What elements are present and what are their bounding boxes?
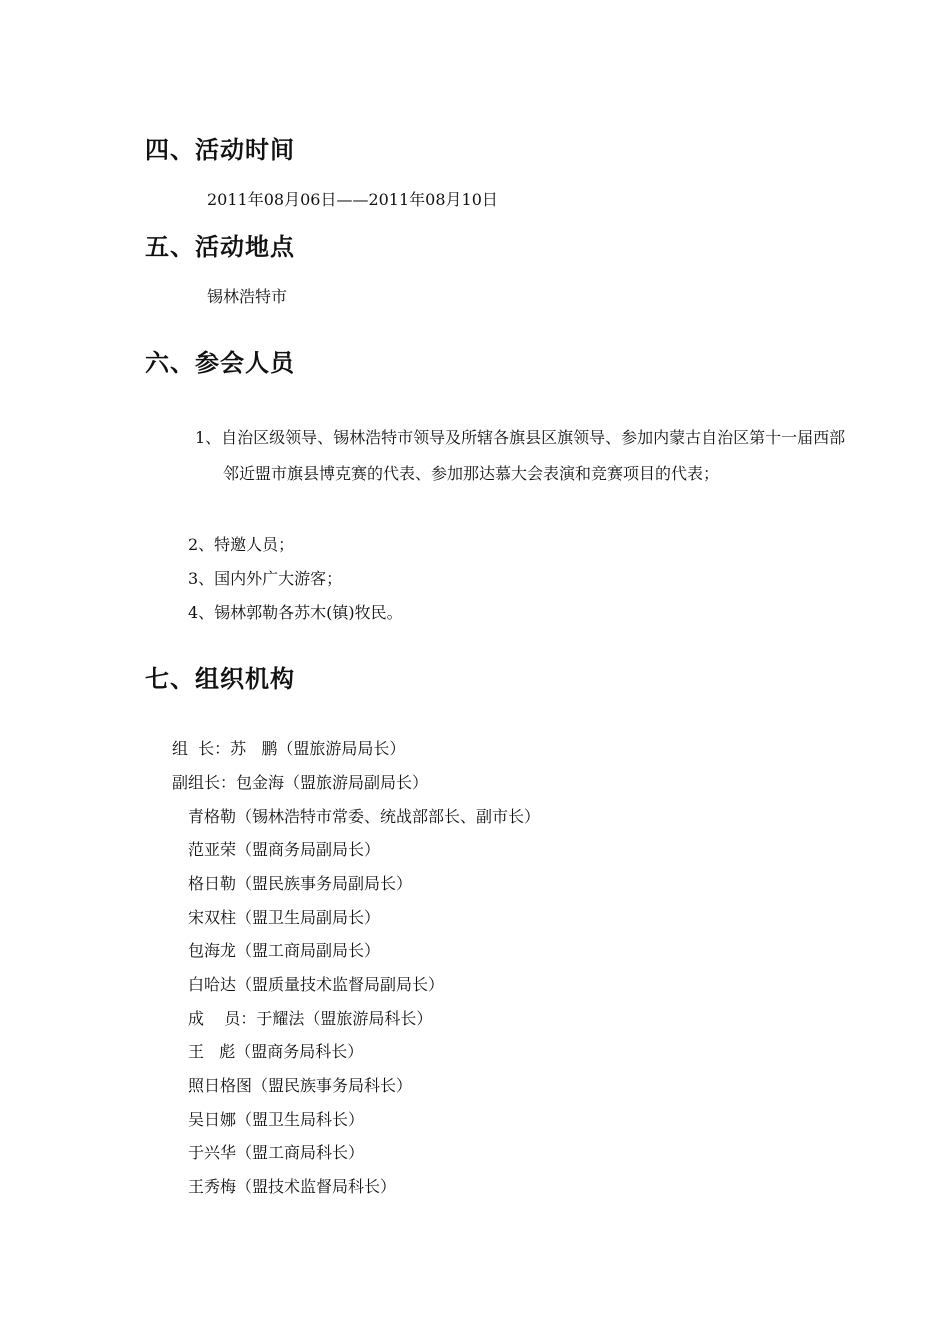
- org-member: 照日格图（盟民族事务局科长）: [188, 1076, 413, 1095]
- org-member-deputy-leader: 副组长：包金海（盟旅游局副局长）: [172, 773, 429, 792]
- participant-item-2: 2、特邀人员；: [188, 535, 295, 554]
- org-member: 王秀梅（盟技术监督局科长）: [188, 1177, 397, 1196]
- org-member-deputy: 青格勒（锡林浩特市常委、统战部部长、副市长）: [188, 807, 541, 826]
- org-member-leader: 组 长：苏 鹏（盟旅游局局长）: [172, 739, 406, 758]
- activity-location-text: 锡林浩特市: [207, 287, 288, 306]
- section-heading-location: 五、活动地点: [145, 233, 295, 261]
- activity-time-text: 2011年08月06日——2011年08月10日: [207, 190, 498, 209]
- participant-item-4: 4、锡林郭勒各苏木(镇)牧民。: [188, 603, 403, 622]
- org-member-deputy: 范亚荣（盟商务局副局长）: [188, 840, 381, 859]
- section-heading-organization: 七、组织机构: [145, 665, 295, 693]
- org-member: 吴日娜（盟卫生局科长）: [188, 1110, 365, 1129]
- org-member-deputy: 包海龙（盟工商局副局长）: [188, 941, 381, 960]
- org-member: 王 彪（盟商务局科长）: [188, 1042, 364, 1061]
- participant-item-1: 1、自治区级领导、锡林浩特市领导及所辖各旗县区旗领导、参加内蒙古自治区第十一届西部邻近盟市旗县博克赛的代表、参加那达慕大会表演和竞赛项目的代表；: [195, 428, 846, 483]
- org-member-members: 成 员：于耀法（盟旅游局科长）: [188, 1009, 433, 1028]
- org-member: 于兴华（盟工商局科长）: [188, 1143, 365, 1162]
- participant-item-3: 3、国内外广大游客；: [188, 569, 343, 588]
- org-member-deputy: 格日勒（盟民族事务局副局长）: [188, 874, 413, 893]
- org-member-deputy: 宋双柱（盟卫生局副局长）: [188, 908, 381, 927]
- section-heading-time: 四、活动时间: [145, 136, 295, 164]
- section-heading-participants: 六、参会人员: [145, 349, 295, 377]
- org-member-deputy: 白哈达（盟质量技术监督局副局长）: [188, 975, 445, 994]
